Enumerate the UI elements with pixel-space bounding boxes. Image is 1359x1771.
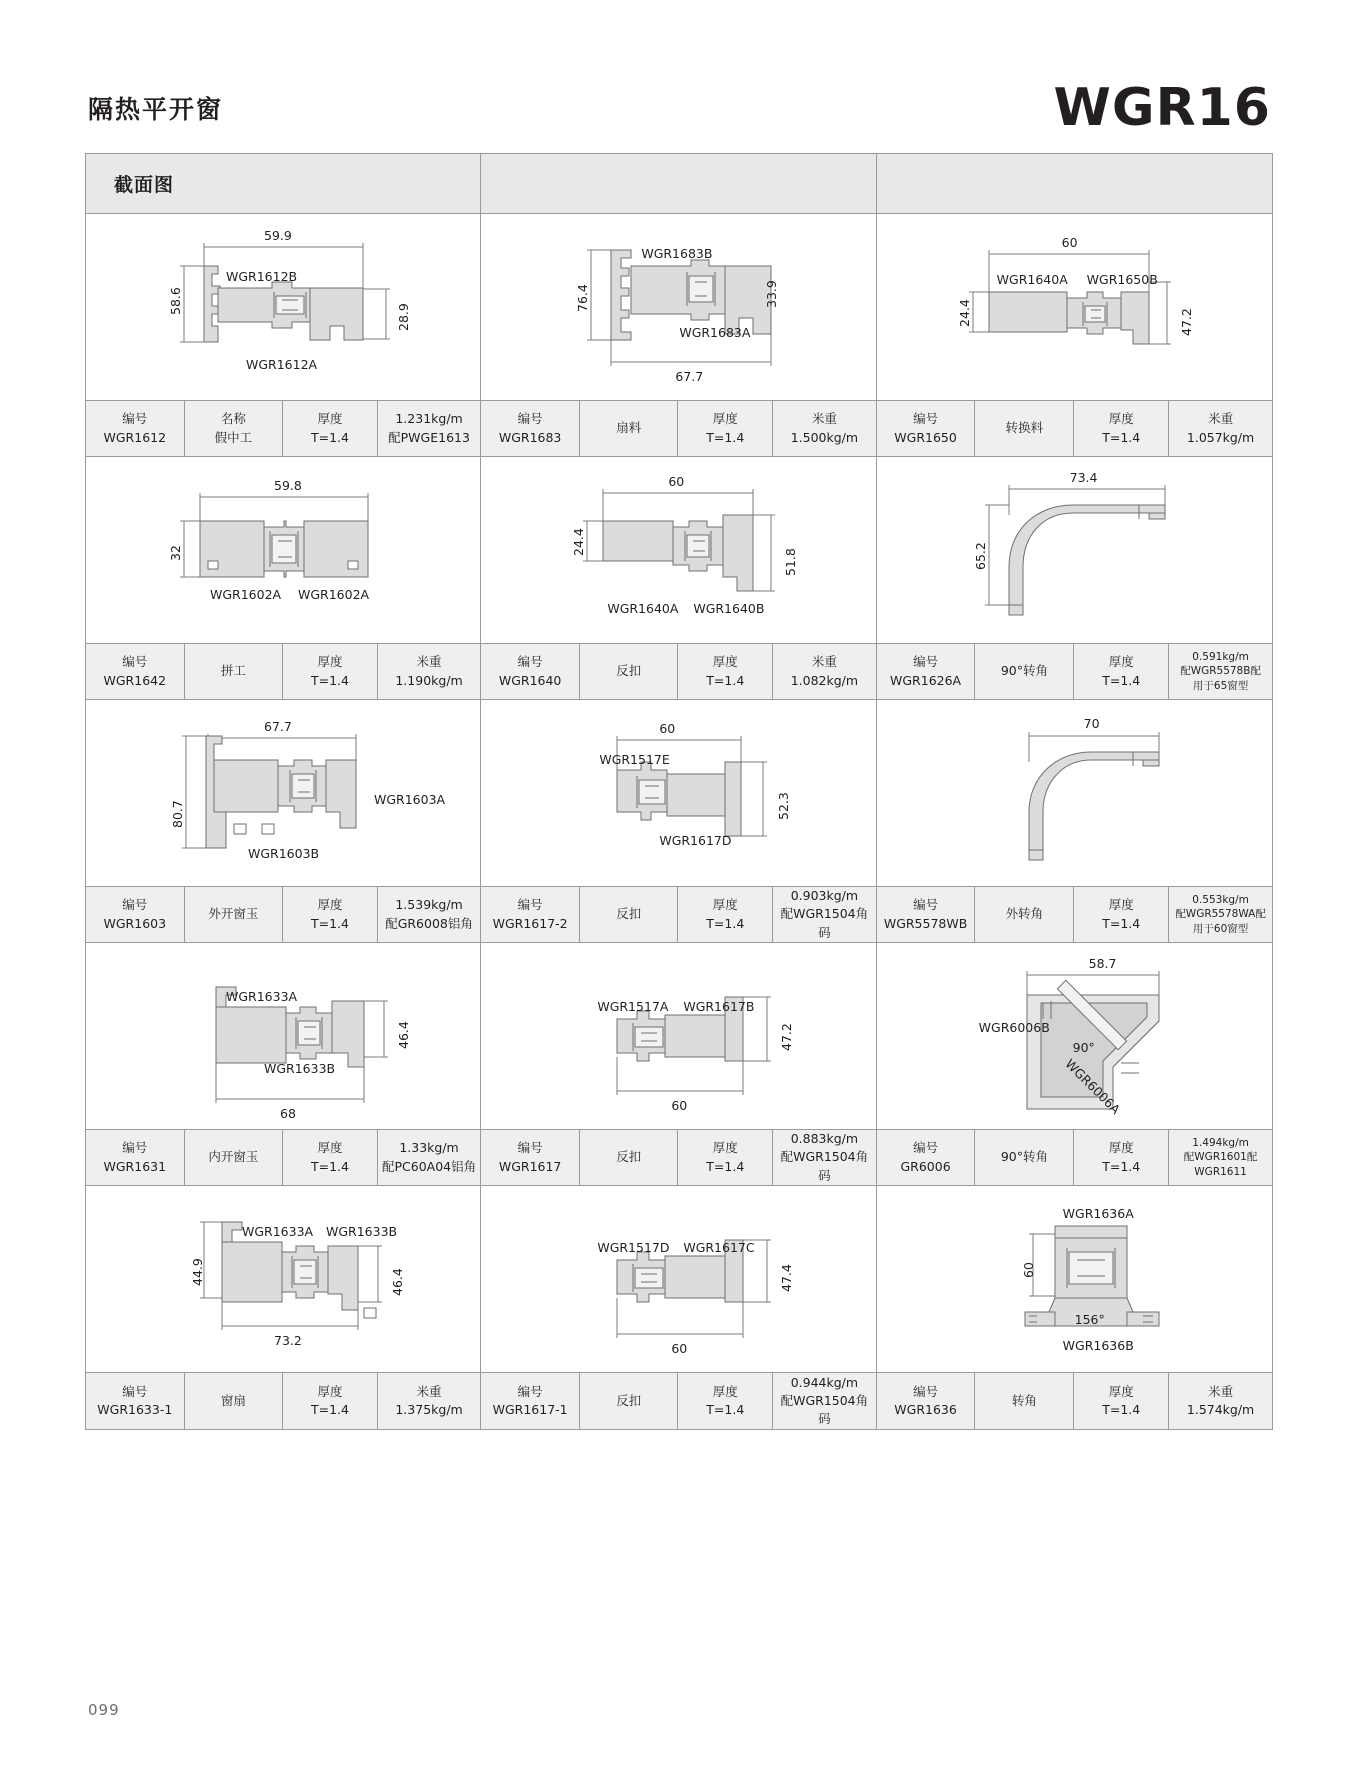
dim-label: 67.7 (264, 719, 292, 734)
angle-label: 156° (1074, 1312, 1105, 1327)
spec-code-label: 编号 (517, 411, 543, 427)
part-label: WGR1602A (210, 587, 282, 602)
spec-thickness-value: T=1.4 (706, 1158, 745, 1174)
spec-weight-note: 配GR6008铝角 (385, 915, 473, 931)
spec-code (481, 887, 580, 942)
dim-label: 47.2 (1178, 308, 1194, 336)
part-label: WGR1640B (693, 601, 765, 616)
spec-code-value: WGR1626A (890, 672, 962, 688)
cell-r4c1 (86, 943, 481, 1186)
spec-code-label: 编号 (517, 654, 543, 670)
spec-code-value: WGR1617-1 (492, 1402, 568, 1417)
dim-label: 52.3 (776, 792, 792, 820)
part-label: WGR1603B (248, 846, 320, 861)
part-label: WGR1617D (659, 833, 732, 848)
cell-r2c1 (86, 457, 481, 700)
part-label: WGR1617C (683, 1240, 755, 1255)
spec-name-value: 反扣 (616, 906, 642, 922)
spec-thickness (1074, 1130, 1169, 1185)
spec-row (877, 886, 1272, 943)
spec-name-value: 反扣 (616, 1149, 642, 1165)
spec-thickness (1074, 644, 1169, 699)
dim-label: 59.9 (264, 228, 292, 243)
dim-label: 68 (280, 1106, 296, 1121)
cell-r4c3 (877, 943, 1272, 1186)
profile-figure-wgr1612 (86, 214, 480, 400)
spec-name (580, 1373, 679, 1429)
dim-label: 47.2 (779, 1023, 795, 1051)
spec-code-value: WGR1603 (103, 915, 167, 931)
profile-figure-gr6006 (877, 943, 1272, 1129)
spec-thickness-value: T=1.4 (310, 1402, 349, 1417)
part-label: WGR1617B (683, 999, 755, 1014)
part-label: WGR1612B (226, 269, 298, 284)
dim-label: 60 (668, 474, 685, 489)
spec-weight-note: 配WGR1601配 (1183, 1151, 1258, 1164)
spec-row (877, 1129, 1272, 1186)
spec-thickness-value: T=1.4 (1102, 1158, 1141, 1174)
page-number: 099 (88, 1701, 120, 1719)
spec-name-value: 转角 (1011, 1392, 1037, 1408)
profile-figure-wgr1631 (86, 943, 480, 1129)
cell-r1c1 (86, 214, 481, 457)
spec-name-value: 反扣 (616, 663, 642, 679)
cell-r5c2 (481, 1186, 876, 1429)
spec-code-value: WGR1636 (894, 1402, 957, 1417)
spec-code (481, 1373, 580, 1429)
spec-weight-note2: WGR1611 (1194, 1165, 1247, 1178)
part-label: WGR1517D (597, 1240, 670, 1255)
spec-thickness-label: 厚度 (712, 654, 738, 670)
dim-label: 46.4 (396, 1021, 411, 1049)
dim-label: 24.4 (956, 299, 972, 327)
spec-name-value: 转换料 (1005, 420, 1044, 436)
spec-code-value: WGR1650 (894, 429, 957, 445)
spec-thickness-label: 厚度 (712, 411, 738, 427)
spec-weight-value: 0.944kg/m (790, 1374, 859, 1390)
spec-weight (378, 887, 481, 942)
spec-weight-note: 配WGR1504角码 (780, 1149, 869, 1183)
spec-thickness (678, 401, 773, 456)
dim-label: 47.4 (779, 1264, 795, 1292)
spec-code-value: GR6006 (900, 1158, 951, 1174)
spec-name (185, 887, 284, 942)
part-label: WGR1640A (996, 272, 1068, 287)
spec-name-value: 窗扇 (220, 1392, 246, 1408)
spec-name-value: 90°转角 (1000, 1149, 1048, 1165)
spec-thickness-value: T=1.4 (310, 672, 349, 688)
spec-weight-value: 1.375kg/m (395, 1402, 463, 1417)
spec-row (481, 1372, 875, 1429)
dim-label: 65.2 (972, 542, 988, 570)
table-row (86, 457, 1272, 700)
spec-name (975, 887, 1074, 942)
spec-weight (773, 1373, 876, 1429)
spec-name (580, 887, 679, 942)
spec-thickness (1074, 887, 1169, 942)
part-label: WGR1683A (679, 325, 751, 340)
spec-thickness (678, 644, 773, 699)
spec-code (86, 401, 185, 456)
band-label: 截面图 (114, 174, 175, 196)
spec-weight-value: 1.33kg/m (399, 1140, 459, 1156)
cell-r5c3 (877, 1186, 1272, 1429)
spec-code (877, 887, 976, 942)
spec-thickness (283, 401, 378, 456)
part-label: WGR1636A (1062, 1206, 1134, 1221)
part-label: WGR6006A (1062, 1056, 1123, 1117)
cell-r2c2 (481, 457, 876, 700)
spec-thickness-label: 厚度 (1108, 411, 1134, 427)
spec-thickness-value: T=1.4 (310, 429, 349, 445)
spec-code (86, 1373, 185, 1429)
spec-weight (1169, 644, 1272, 699)
spec-code-label: 编号 (517, 1140, 543, 1156)
spec-code-label: 编号 (122, 1140, 148, 1156)
dim-label: 58.7 (1088, 956, 1117, 971)
spec-thickness (283, 644, 378, 699)
spec-row (86, 886, 480, 943)
spec-name-value: 外开窗玉 (208, 906, 259, 922)
page-header (0, 78, 1359, 138)
dim-label: 73.4 (1069, 470, 1098, 485)
spec-row (877, 1372, 1272, 1429)
dim-label: 67.7 (675, 369, 704, 384)
part-label: WGR1640A (607, 601, 679, 616)
spec-weight-label: 米重 (416, 654, 442, 670)
spec-weight-note: 配WGR5578B配 (1180, 665, 1261, 678)
cell-r3c3 (877, 700, 1272, 943)
spec-name (185, 1130, 284, 1185)
spec-weight-note: 配WGR1504角码 (780, 906, 869, 940)
profile-figure-wgr1626a (877, 457, 1272, 643)
spec-code (481, 644, 580, 699)
spec-code (481, 1130, 580, 1185)
spec-thickness (283, 1130, 378, 1185)
spec-code-value: WGR5578WB (883, 915, 968, 931)
spec-weight (1169, 887, 1272, 942)
spec-code (877, 401, 976, 456)
spec-weight-label: 米重 (416, 1383, 442, 1399)
part-label: WGR1636B (1062, 1338, 1134, 1353)
spec-name (580, 1130, 679, 1185)
dim-label: 80.7 (170, 800, 185, 828)
table-row (86, 943, 1272, 1186)
spec-thickness (678, 1130, 773, 1185)
spec-row (86, 1372, 480, 1429)
dim-label: 32 (168, 545, 183, 561)
cell-r1c3 (877, 214, 1272, 457)
dim-label: 70 (1083, 716, 1100, 731)
spec-name-value: 90°转角 (1000, 663, 1048, 679)
dim-label: 33.9 (764, 280, 780, 308)
spec-thickness-label: 厚度 (1108, 654, 1134, 670)
table-band-header (86, 154, 1272, 214)
spec-weight-value: 1.494kg/m (1192, 1137, 1249, 1150)
dim-label: 28.9 (396, 303, 411, 331)
spec-weight-value: 0.553kg/m (1192, 894, 1249, 907)
spec-weight-note: 配WGR5578WA配 (1175, 908, 1266, 921)
dim-label: 60 (671, 1098, 688, 1113)
spec-weight-label: 米重 (811, 654, 837, 670)
series-code: WGR16 (1053, 78, 1271, 138)
profile-drawing (481, 700, 875, 886)
spec-weight-label: 米重 (811, 411, 837, 427)
profile-figure-wgr1640 (481, 457, 875, 643)
spec-weight (1169, 1373, 1272, 1429)
spec-name (975, 1130, 1074, 1185)
spec-weight-value: 1.057kg/m (1186, 429, 1255, 445)
spec-weight-value: 1.082kg/m (790, 672, 859, 688)
dim-label: 44.9 (190, 1258, 205, 1286)
part-label: WGR1683B (641, 246, 713, 261)
spec-weight-label: 米重 (1208, 411, 1234, 427)
spec-weight-value: 1.574kg/m (1186, 1402, 1255, 1417)
spec-code-label: 编号 (122, 897, 148, 913)
spec-weight-value: 1.231kg/m (395, 411, 463, 427)
spec-row (86, 400, 480, 457)
part-label: WGR1603A (374, 792, 446, 807)
table-row (86, 700, 1272, 943)
spec-row (481, 1129, 875, 1186)
table-row (86, 214, 1272, 457)
cell-r2c3 (877, 457, 1272, 700)
spec-weight (1169, 1130, 1272, 1185)
spec-code (86, 887, 185, 942)
band-cell-1 (86, 154, 481, 213)
profile-drawing (86, 943, 480, 1129)
spec-thickness-value: T=1.4 (1102, 672, 1141, 688)
part-label: WGR1633A (242, 1224, 314, 1239)
spec-weight (773, 644, 876, 699)
part-label: WGR1633B (264, 1061, 336, 1076)
section-drawing-table (85, 153, 1273, 1430)
spec-thickness (678, 887, 773, 942)
spec-thickness-label: 厚度 (712, 1140, 738, 1156)
spec-weight (378, 1373, 481, 1429)
spec-thickness-value: T=1.4 (1102, 915, 1141, 931)
spec-weight-value: 0.591kg/m (1192, 651, 1249, 664)
cell-r3c2 (481, 700, 876, 943)
spec-code (86, 1130, 185, 1185)
spec-code-label: 编号 (913, 654, 939, 670)
spec-weight-note: 配WGR1504角码 (780, 1392, 869, 1427)
spec-thickness-label: 厚度 (1108, 1383, 1134, 1399)
spec-code-value: WGR1631 (103, 1158, 167, 1174)
spec-code-label: 编号 (913, 411, 939, 427)
spec-thickness-label: 厚度 (317, 654, 343, 670)
spec-thickness (1074, 401, 1169, 456)
spec-thickness (283, 887, 378, 942)
band-cell-2 (481, 154, 876, 213)
part-label: WGR1633A (226, 989, 298, 1004)
spec-row (877, 400, 1272, 457)
spec-code-label: 编号 (517, 897, 543, 913)
spec-thickness (678, 1373, 773, 1429)
spec-thickness-value: T=1.4 (706, 915, 745, 931)
profile-figure-wgr1636 (877, 1186, 1272, 1372)
profile-drawing (877, 700, 1272, 886)
spec-thickness-value: T=1.4 (310, 1158, 349, 1174)
spec-row (481, 643, 875, 700)
spec-code (877, 1130, 976, 1185)
part-label: WGR1633B (326, 1224, 398, 1239)
spec-code-label: 编号 (913, 897, 939, 913)
spec-code (877, 1373, 976, 1429)
spec-code-value: WGR1642 (103, 672, 167, 688)
dim-label: 24.4 (571, 528, 587, 556)
spec-weight (1169, 401, 1272, 456)
profile-figure-wgr1650 (877, 214, 1272, 400)
spec-name-value: 内开窗玉 (208, 1149, 259, 1165)
spec-thickness-label: 厚度 (712, 897, 738, 913)
spec-row (86, 1129, 480, 1186)
profile-figure-wgr1617-2 (481, 700, 875, 886)
cell-r4c2 (481, 943, 876, 1186)
spec-weight-value: 1.500kg/m (790, 429, 859, 445)
dim-label: 60 (1061, 235, 1078, 250)
spec-name (975, 401, 1074, 456)
spec-name (580, 401, 679, 456)
part-label: WGR1517A (597, 999, 669, 1014)
page-title: 隔热平开窗 (88, 95, 224, 124)
spec-thickness-value: T=1.4 (706, 429, 745, 445)
spec-code-label: 编号 (122, 654, 148, 670)
profile-figure-wgr1603 (86, 700, 480, 886)
spec-code (86, 644, 185, 699)
spec-name-value: 扇料 (616, 420, 642, 436)
spec-thickness-label: 厚度 (1108, 1140, 1134, 1156)
dim-label: 51.8 (783, 548, 799, 576)
dim-label: 73.2 (274, 1333, 302, 1348)
spec-weight-note2: 用于60窗型 (1192, 922, 1249, 935)
angle-label: 90° (1072, 1040, 1095, 1055)
profile-figure-wgr1683 (481, 214, 875, 400)
spec-code-value: WGR1617-2 (492, 915, 568, 931)
cell-r3c1 (86, 700, 481, 943)
spec-weight (773, 887, 876, 942)
spec-thickness-label: 厚度 (1108, 897, 1134, 913)
spec-thickness-value: T=1.4 (706, 672, 745, 688)
spec-name (185, 1373, 284, 1429)
spec-weight-value: 1.539kg/m (395, 897, 463, 913)
spec-code-label: 编号 (913, 1140, 939, 1156)
spec-weight-value: 0.883kg/m (790, 1131, 859, 1147)
spec-name (185, 644, 284, 699)
spec-code-value: WGR1617 (498, 1158, 562, 1174)
profile-drawing (877, 943, 1272, 1129)
dim-label: 60 (1020, 1262, 1036, 1278)
band-cell-3 (877, 154, 1272, 213)
spec-weight (378, 1130, 481, 1185)
spec-weight-value: 1.190kg/m (395, 672, 463, 688)
spec-code (877, 644, 976, 699)
spec-name-value: 假中工 (214, 429, 253, 445)
dim-label: 60 (671, 1341, 688, 1356)
dim-label: 46.4 (390, 1268, 405, 1296)
spec-name-label: 名称 (220, 411, 246, 427)
spec-weight (773, 1130, 876, 1185)
part-label: WGR6006B (978, 1020, 1050, 1035)
spec-name-value: 外转角 (1005, 906, 1044, 922)
spec-weight-label: 米重 (1208, 1383, 1234, 1399)
spec-name (580, 644, 679, 699)
part-label: WGR1517E (599, 752, 670, 767)
spec-code-label: 编号 (122, 1383, 148, 1399)
cell-r1c2 (481, 214, 876, 457)
dim-label: 58.6 (168, 287, 183, 315)
spec-code-value: WGR1640 (498, 672, 562, 688)
spec-weight (378, 644, 481, 699)
spec-weight (773, 401, 876, 456)
spec-thickness-value: T=1.4 (310, 915, 349, 931)
spec-code-label: 编号 (517, 1383, 543, 1399)
spec-thickness-value: T=1.4 (706, 1402, 745, 1417)
spec-name-value: 反扣 (616, 1392, 642, 1408)
profile-figure-wgr1633-1 (86, 1186, 480, 1372)
spec-weight-note: 配PWGE1613 (388, 429, 470, 445)
table-row (86, 1186, 1272, 1429)
spec-thickness-value: T=1.4 (1102, 429, 1141, 445)
spec-row (877, 643, 1272, 700)
spec-weight (378, 401, 481, 456)
spec-code-value: WGR1612 (103, 429, 167, 445)
spec-thickness-value: T=1.4 (1102, 1402, 1141, 1417)
spec-code-label: 编号 (122, 411, 148, 427)
spec-thickness (283, 1373, 378, 1429)
spec-weight-value: 0.903kg/m (790, 888, 859, 904)
spec-name-value: 拼工 (220, 663, 246, 679)
spec-thickness-label: 厚度 (317, 1383, 343, 1399)
spec-thickness-label: 厚度 (317, 897, 343, 913)
spec-thickness-label: 厚度 (712, 1383, 738, 1399)
profile-figure-wgr1617-1 (481, 1186, 875, 1372)
spec-weight-note: 配PC60A04铝角 (381, 1158, 477, 1174)
spec-name (975, 644, 1074, 699)
spec-code-value: WGR1683 (498, 429, 562, 445)
spec-thickness-label: 厚度 (317, 411, 343, 427)
profile-figure-wgr5578wb (877, 700, 1272, 886)
spec-name (185, 401, 284, 456)
part-label: WGR1612A (246, 357, 318, 372)
part-label: WGR1602A (298, 587, 370, 602)
spec-row (481, 886, 875, 943)
spec-row (86, 643, 480, 700)
spec-code (481, 401, 580, 456)
spec-name (975, 1373, 1074, 1429)
dim-label: 76.4 (575, 284, 591, 312)
part-label: WGR1650B (1086, 272, 1158, 287)
dim-label: 60 (659, 721, 676, 736)
dim-label: 59.8 (274, 478, 302, 493)
spec-code-value: WGR1633-1 (97, 1402, 173, 1417)
profile-figure-wgr1642 (86, 457, 480, 643)
cell-r5c1 (86, 1186, 481, 1429)
spec-code-label: 编号 (913, 1383, 939, 1399)
spec-weight-note2: 用于65窗型 (1192, 679, 1249, 692)
spec-thickness (1074, 1373, 1169, 1429)
spec-row (481, 400, 875, 457)
spec-thickness-label: 厚度 (317, 1140, 343, 1156)
profile-figure-wgr1617 (481, 943, 875, 1129)
